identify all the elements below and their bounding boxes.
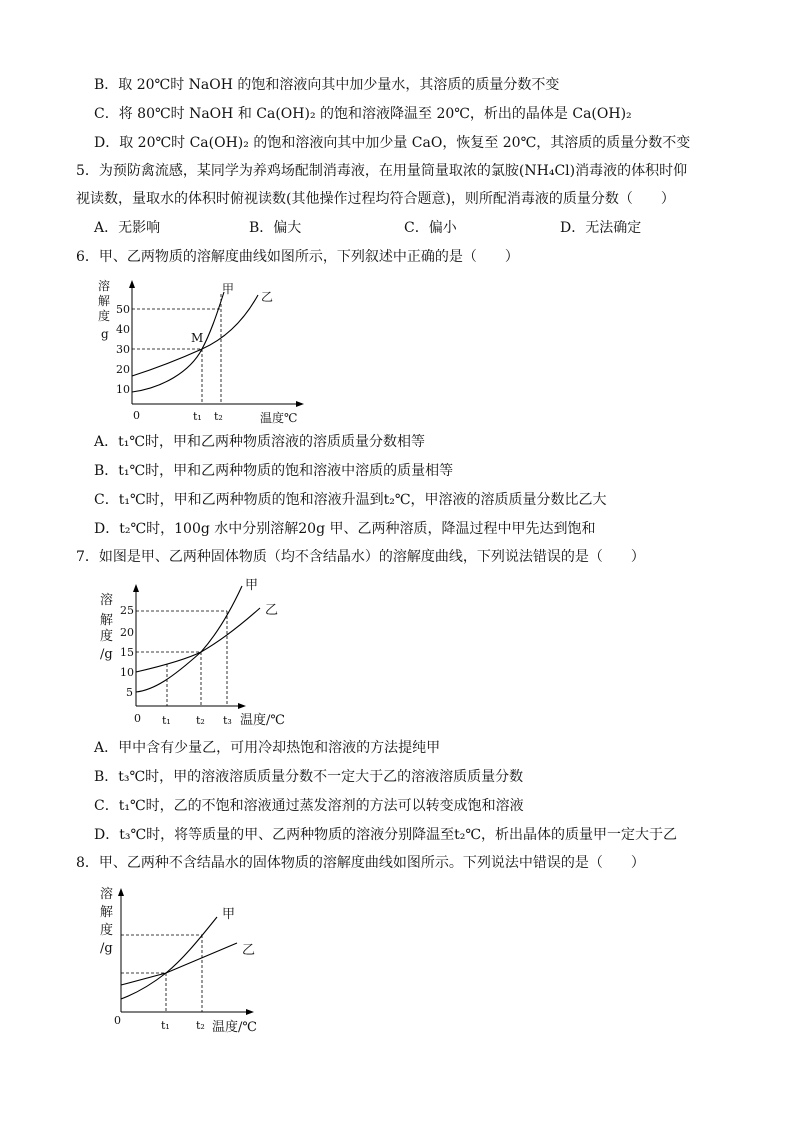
q7-xtick-t3: t₃ (223, 714, 232, 727)
q6-ytick-50: 50 (116, 303, 130, 316)
q7-solubility-graph (92, 574, 302, 734)
q6-ylabel-2: 解 (98, 294, 111, 308)
q6-xtick-t1: t₁ (193, 410, 202, 423)
q7-ylabel-4: /g (100, 647, 113, 662)
q7-origin: 0 (134, 712, 141, 725)
q7-ylabel-1: 溶 (100, 593, 114, 608)
q8-origin: 0 (114, 1014, 121, 1027)
q6-ytick-30: 30 (116, 343, 130, 356)
q7-xtick-t2: t₂ (196, 714, 205, 727)
q7-stem: 7．如图是甲、乙两种固体物质（均不含结晶水）的溶解度曲线，下列说法错误的是（ ） (76, 549, 645, 565)
q6-point-m: M (191, 331, 204, 345)
q5-stem-line2: 视读数，量取水的体积时俯视读数(其他操作过程均符合题意)，则所配消毒液的质量分数（ ） (76, 191, 675, 207)
q7-curve-jia (136, 586, 242, 692)
q6-ytick-20: 20 (116, 363, 130, 376)
q8-ylabel-3: 度 (100, 923, 114, 938)
q7-xlabel: 温度/℃ (240, 713, 285, 728)
q6-option-c: C．t₁℃时，甲和乙两种物质的饱和溶液升温到t₂℃，甲溶液的溶质质量分数比乙大 (94, 492, 607, 508)
q4-option-b: B．取 20℃时 NaOH 的饱和溶液向其中加少量水，其溶质的质量分数不变 (94, 77, 560, 93)
q6-x-arrow (296, 401, 304, 407)
q8-label-yi: 乙 (242, 943, 256, 958)
q8-label-jia: 甲 (222, 907, 236, 922)
q7-ylabel-3: 度 (100, 629, 114, 644)
q6-xtick-t2: t₂ (214, 410, 223, 423)
q7-ytick-5: 5 (126, 686, 133, 699)
q8-y-arrow (118, 888, 124, 896)
q8-x-arrow (246, 1009, 254, 1015)
q5-option-a: A．无影响 (94, 220, 161, 236)
q7-label-yi: 乙 (265, 603, 279, 618)
q4-option-c: C．将 80℃时 NaOH 和 Ca(OH)₂ 的饱和溶液降温至 20℃，析出的晶体是 Ca(OH)₂ (94, 106, 632, 122)
q8-xtick-t2: t₂ (196, 1019, 205, 1032)
q5-stem-line1: 5．为预防禽流感，某同学为养鸡场配制消毒液，在用量筒量取浓的氯胺(NH₄Cl)消毒液的体积时仰 (76, 163, 688, 179)
q7-option-a: A．甲中含有少量乙，可用冷却热饱和溶液的方法提纯甲 (94, 740, 441, 756)
q7-option-c: C．t₁℃时，乙的不饱和溶液通过蒸发溶剂的方法可以转变成饱和溶液 (94, 798, 524, 814)
q5-options (94, 219, 714, 237)
q6-option-a: A．t₁℃时，甲和乙两种物质溶液的溶质质量分数相等 (94, 434, 426, 450)
q8-ylabel-2: 解 (100, 905, 114, 920)
q6-label-jia: 甲 (222, 282, 235, 296)
q6-ylabel-3: 度 (98, 309, 111, 323)
q6-option-d: D．t₂℃时，100g 水中分别溶解20g 甲、乙两种溶质，降温过程中甲先达到饱和 (94, 521, 596, 537)
q7-xtick-t1: t₁ (162, 714, 171, 727)
q8-ylabel-4: /g (100, 941, 113, 956)
q7-y-arrow (133, 584, 139, 592)
q8-xtick-t1: t₁ (161, 1019, 170, 1032)
q7-ylabel-2: 解 (100, 613, 114, 628)
q6-y-arrow (129, 280, 135, 288)
q7-ytick-10: 10 (120, 666, 134, 679)
q6-stem: 6．甲、乙两物质的溶解度曲线如图所示，下列叙述中正确的是（ ） (76, 249, 519, 265)
q8-curve-yi (121, 943, 237, 985)
q6-ytick-40: 40 (116, 323, 130, 336)
q5-option-d: D．无法确定 (560, 220, 642, 236)
q5-option-b: B．偏大 (249, 220, 302, 236)
q7-ytick-25: 25 (120, 604, 134, 617)
q6-label-yi: 乙 (261, 290, 274, 304)
q7-option-b: B．t₃℃时，甲的溶液溶质质量分数不一定大于乙的溶液溶质质量分数 (94, 769, 524, 785)
q4-option-d: D．取 20℃时 Ca(OH)₂ 的饱和溶液向其中加少量 CaO，恢复至 20℃，其溶质的质量分数不变 (94, 135, 691, 151)
q7-curve-yi (136, 608, 260, 672)
q6-option-b: B．t₁℃时，甲和乙两种物质的饱和溶液中溶质的质量相等 (94, 463, 454, 479)
q5-option-c: C．偏小 (404, 220, 457, 236)
q6-solubility-graph (92, 272, 322, 432)
q7-ytick-15: 15 (120, 646, 134, 659)
q8-solubility-graph (92, 880, 302, 1040)
q8-stem: 8．甲、乙两种不含结晶水的固体物质的溶解度曲线如图所示。下列说法中错误的是（ ） (76, 855, 645, 871)
q6-ylabel-1: 溶 (98, 279, 111, 293)
q8-ylabel-1: 溶 (100, 887, 114, 902)
q8-xlabel: 温度/℃ (212, 1020, 257, 1035)
q7-ytick-20: 20 (120, 626, 134, 639)
q6-ytick-10: 10 (116, 383, 130, 396)
q6-xlabel: 温度℃ (260, 411, 298, 425)
q7-x-arrow (238, 703, 246, 709)
q7-option-d: D．t₃℃时，将等质量的甲、乙两种物质的溶液分别降温至t₂℃，析出晶体的质量甲一定大于乙 (94, 827, 678, 843)
q6-origin: 0 (133, 409, 140, 422)
q6-ylabel-4: g (101, 327, 109, 341)
q6-curve-jia (132, 292, 224, 392)
q7-label-jia: 甲 (245, 578, 259, 593)
